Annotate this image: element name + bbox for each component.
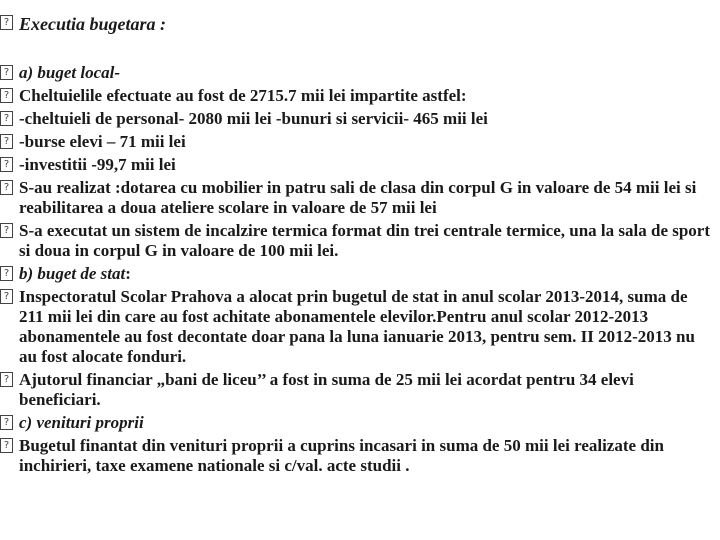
list-item: [0, 178, 716, 218]
list-item-label: c) venituri proprii: [19, 413, 144, 432]
list-item: [0, 63, 716, 83]
list-item-text: [19, 155, 716, 175]
list-item-text: [19, 264, 716, 284]
list-item-text: [19, 63, 716, 83]
list-item: [0, 436, 716, 476]
list-item-label: b) buget de stat: [19, 264, 126, 283]
bullet-icon: ?: [0, 65, 13, 80]
list-item: [0, 221, 716, 261]
bullet-icon: ?: [0, 289, 13, 304]
bullet-icon: ?: [0, 134, 13, 149]
list-item-text: [19, 370, 716, 410]
list-item-label: -cheltuieli de personal- 2080 mii lei -bunuri si servicii- 465 mii lei: [19, 109, 488, 128]
list-item: [0, 109, 716, 129]
list-item: [0, 370, 716, 410]
list-item-text: [19, 86, 716, 106]
list-item-label: Inspectoratul Scolar Prahova a alocat prin bugetul de stat in anul scolar 2013-2014, suma de 211 mii lei din care au fost achitate abonamentele elevilor.Pentru anul scolar 2012-2013 abonamentele au fost decontate doar pana la luna ianuarie 2013, pentru sem. II 2012-2013 nu au fost alocate fonduri.: [19, 287, 695, 366]
bullet-icon: ?: [0, 372, 13, 387]
list-item-text: [19, 178, 716, 218]
list-item-text: [19, 413, 716, 433]
bullet-icon: ?: [0, 157, 13, 172]
list-item-label: a) buget local-: [19, 63, 121, 82]
list-item-text: [19, 287, 716, 367]
list-item-label: -burse elevi – 71 mii lei: [19, 132, 186, 151]
list-item-label: -investitii -99,7 mii lei: [19, 155, 176, 174]
list-item: [0, 132, 716, 152]
title-row: [0, 13, 166, 35]
list-item: [0, 86, 716, 106]
list-item-text: [19, 109, 716, 129]
list-item-label: S-au realizat :dotarea cu mobilier in patru sali de clasa din corpul G in valoare de 54 mii lei si reabilitarea a doua ateliere scolare in valoare de 57 mii lei: [19, 178, 697, 217]
bullet-icon: ?: [0, 438, 13, 453]
bullet-icon: ?: [0, 111, 13, 126]
list-item-label: S-a executat un sistem de incalzire termica format din trei centrale termice, una la sala de sport si doua in corpul G in valoare de 100 mii lei.: [19, 221, 711, 260]
list-item-suffix: :: [125, 264, 131, 283]
bullet-icon: ?: [0, 266, 13, 281]
list-item-label: Ajutorul financiar „bani de liceu’’ a fost in suma de 25 mii lei acordat pentru 34 elevi beneficiari.: [19, 370, 634, 409]
bullet-icon: ?: [0, 88, 13, 103]
list-item-text: [19, 221, 716, 261]
list-item: [0, 155, 716, 175]
list-item: [0, 413, 716, 433]
page-title: Executia bugetara :: [19, 14, 166, 34]
list-item-text: [19, 436, 716, 476]
list-item: [0, 264, 716, 284]
list-item-text: [19, 132, 716, 152]
list-item: [0, 287, 716, 367]
bullet-icon: ?: [0, 415, 13, 430]
list-item-label: Cheltuielile efectuate au fost de 2715.7 mii lei impartite astfel:: [19, 86, 467, 105]
bullet-icon: ?: [0, 15, 13, 30]
bullet-icon: ?: [0, 180, 13, 195]
list-item-label: Bugetul finantat din venituri proprii a cuprins incasari in suma de 50 mii lei realizate din inchirieri, taxe examene nationale si c/val. acte studii .: [19, 436, 664, 475]
bullet-icon: ?: [0, 223, 13, 238]
bullet-list: [0, 63, 716, 479]
